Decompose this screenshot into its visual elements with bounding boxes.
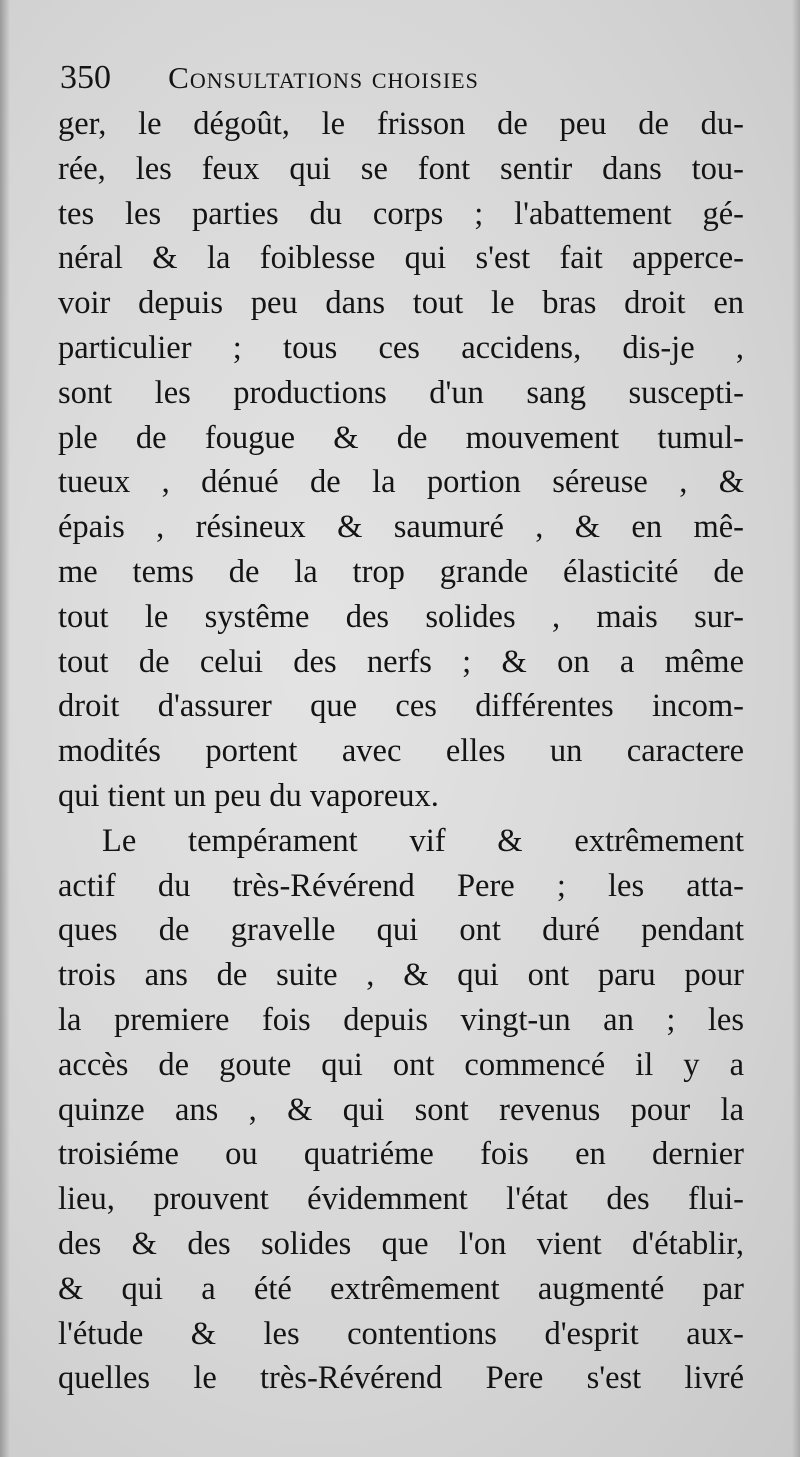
text-line: ger, le dégoût, le frisson de peu de du- [58, 106, 744, 142]
text-line: ple de fougue & de mouvement tumul- [58, 419, 744, 456]
text-line: accès de goute qui ont commencé il y a [58, 1046, 744, 1083]
text-line: quinze ans , & qui sont revenus pour la [58, 1091, 744, 1128]
text-line: droit d'assurer que ces différentes incom- [58, 688, 744, 725]
text-line: particulier ; tous ces accidens, dis-je , [58, 329, 744, 366]
text-line: tueux , dénué de la portion séreuse , & [58, 464, 744, 501]
paragraph-first-line: Le tempérament vif & extrêmement [102, 822, 744, 859]
text-line: modités portent avec elles un caractere [58, 733, 744, 770]
text-line: qui tient un peu du vaporeux. [58, 777, 439, 814]
running-title: Consultations choisies [168, 60, 479, 95]
text-line: la premiere fois depuis vingt-un an ; les [58, 1001, 744, 1038]
page-right-edge-shadow [792, 0, 800, 1457]
text-line: l'étude & les contentions d'esprit aux- [58, 1315, 744, 1352]
text-line: actif du très-Révérend Pere ; les atta- [58, 867, 744, 904]
text-line: trois ans de suite , & qui ont paru pour [58, 957, 744, 994]
text-line: tes les parties du corps ; l'abattement gé- [58, 195, 744, 232]
text-line: néral & la foiblesse qui s'est fait apperce- [58, 240, 744, 277]
page-number: 350 [60, 59, 111, 96]
body-text [58, 102, 744, 1401]
text-line: ques de gravelle qui ont duré pendant [58, 912, 744, 949]
text-line: troisiéme ou quatriéme fois en dernier [58, 1136, 744, 1173]
text-line: quelles le très-Révérend Pere s'est livré [58, 1360, 744, 1397]
text-line: & qui a été extrêmement augmenté par [58, 1270, 744, 1307]
text-line: lieu, prouvent évidemment l'état des flui- [58, 1181, 744, 1218]
text-line: rée, les feux qui se font sentir dans tou- [58, 150, 744, 187]
text-line: tout de celui des nerfs ; & on a même [58, 643, 744, 680]
text-line: des & des solides que l'on vient d'établir, [58, 1225, 744, 1262]
page-header [60, 52, 740, 102]
text-line: voir depuis peu dans tout le bras droit en [58, 285, 744, 322]
text-line: sont les productions d'un sang suscepti- [58, 374, 744, 411]
page-left-edge-shadow [0, 0, 10, 1457]
text-line: me tems de la trop grande élasticité de [58, 553, 744, 590]
text-line: épais , résineux & saumuré , & en mê- [58, 509, 744, 546]
text-line: tout le systême des solides , mais sur- [58, 598, 744, 635]
